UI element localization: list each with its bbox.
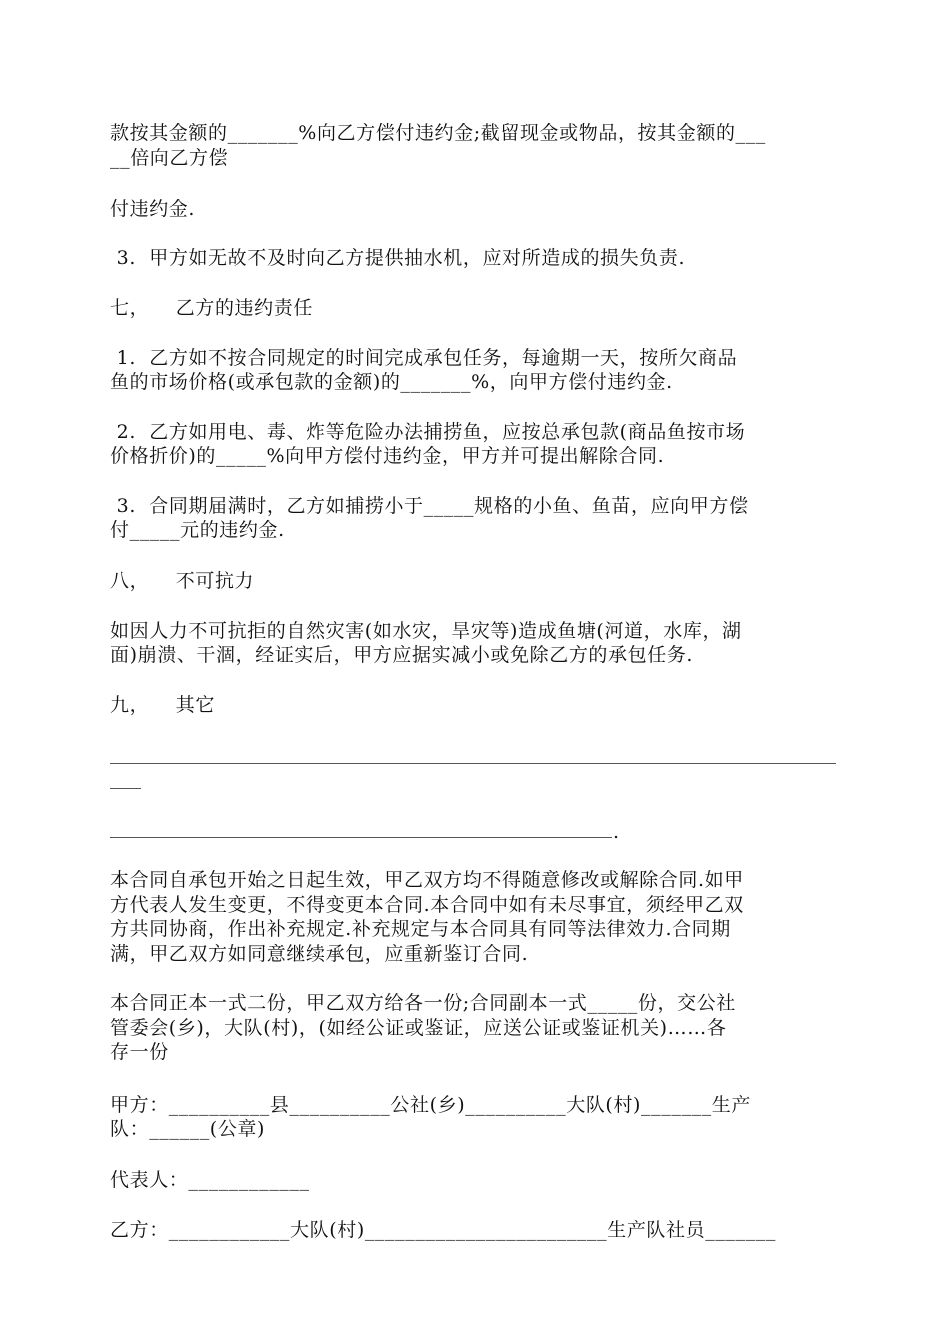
effective-clause-line-1: 本合同自承包开始之日起生效，甲乙双方均不得随意修改或解除合同.如甲 [110, 869, 744, 891]
party-b-signature: 乙方：____________大队(村)________________________生产队社员_______ [110, 1219, 776, 1241]
section-heading-9: 九， 其它 [110, 694, 215, 716]
blank-line-1 [110, 763, 836, 764]
clause-b2-line-2: 价格折价)的_____%向甲方偿付违约金，甲方并可提出解除合同. [110, 445, 665, 467]
clause-b3-line-2: 付_____元的违约金. [110, 519, 285, 541]
blank-line-2-period: . [613, 821, 620, 843]
effective-clause-line-2: 方代表人发生变更，不得变更本合同.本合同中如有未尽事宜，须经甲乙双 [110, 894, 744, 916]
copies-clause-line-1: 本合同正本一式二份，甲乙双方给各一份;合同副本一式_____份，交公社 [110, 992, 736, 1014]
penalty-clause-line-1: 款按其金额的_______%向乙方偿付违约金;截留现金或物品，按其金额的___ [110, 122, 766, 144]
force-majeure-line-1: 如因人力不可抗拒的自然灾害(如水灾，旱灾等)造成鱼塘(河道，水库，湖 [110, 620, 742, 642]
copies-clause-line-3: 存一份 [110, 1041, 169, 1063]
party-a-signature-line-1: 甲方：__________县__________公社(乡)__________大队(村)_______生产 [110, 1094, 751, 1116]
section-heading-8: 八， 不可抗力 [110, 570, 255, 592]
clause-b2-line-1: 2. 乙方如用电、毒、炸等危险办法捕捞鱼，应按总承包款(商品鱼按市场 [110, 421, 746, 443]
clause-b1-line-1: 1. 乙方如不按合同规定的时间完成承包任务，每逾期一天，按所欠商品 [110, 347, 738, 369]
clause-b1-line-2: 鱼的市场价格(或承包款的金额)的_______%，向甲方偿付违约金. [110, 371, 673, 393]
blank-line-2 [110, 837, 612, 838]
section-heading-7: 七， 乙方的违约责任 [110, 297, 313, 319]
penalty-clause-end: 付违约金. [110, 198, 196, 220]
effective-clause-line-3: 方共同协商，作出补充规定.补充规定与本合同具有同等法律效力.合同期 [110, 918, 731, 940]
force-majeure-line-2: 面)崩溃、干涸，经证实后，甲方应据实减小或免除乙方的承包任务. [110, 644, 694, 666]
copies-clause-line-2: 管委会(乡)，大队(村)，(如经公证或鉴证，应送公证或鉴证机关)……各 [110, 1017, 727, 1039]
effective-clause-line-4: 满，甲乙双方如同意继续承包，应重新鉴订合同. [110, 943, 529, 965]
blank-line-1-continued [110, 788, 141, 789]
representative-signature: 代表人：____________ [110, 1169, 310, 1191]
party-a-signature-line-2: 队：______(公章) [110, 1118, 266, 1140]
penalty-clause-line-2: __倍向乙方偿 [110, 147, 229, 169]
clause-b3-line-1: 3. 合同期届满时，乙方如捕捞小于_____规格的小鱼、鱼苗，应向甲方偿 [110, 495, 749, 517]
clause-a3-pump: 3. 甲方如无故不及时向乙方提供抽水机，应对所造成的损失负责. [110, 247, 686, 269]
